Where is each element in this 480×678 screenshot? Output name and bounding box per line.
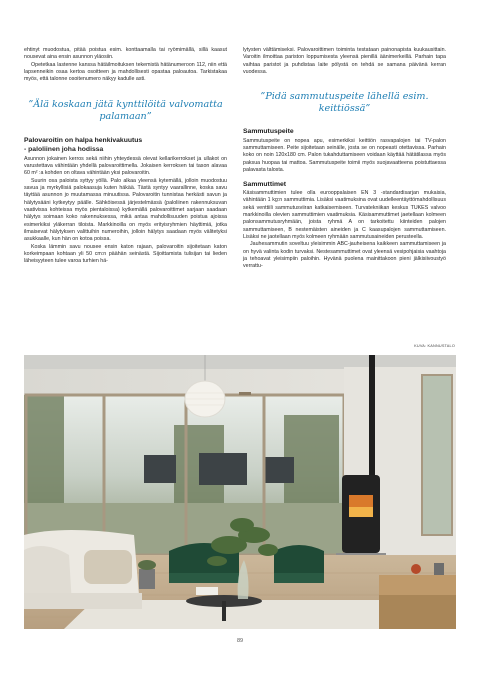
right-column xyxy=(243,47,446,271)
body-paragraph: lytysten välttämiseksi. Palovaroittimen toiminta testataan painonapista kuukausittain. Varoitin ilmoittaa pariston loppumisesta yleensä pienillä äänimerkeillä. Parhain tapa vaihtaa paristot ja puhdistaa laite pölystä on tehdä se samana päivänä kerran vuodessa. xyxy=(243,47,446,76)
pull-quote: ”Pidä sammutuspeite lähellä esim. keittiössä” xyxy=(260,91,429,115)
pull-quote: ”Älä koskaan jätä kynttilöitä valvomatta palamaan” xyxy=(28,98,223,122)
section-heading: Palovaroitin on halpa henkivakuutus xyxy=(24,136,143,144)
body-paragraph: Koska lämmin savu nousee ensin katon rajaan, palovaroitin sijoitetaan katon korkeimpaan kohtaan yli 50 cm:n päähän seinästä. Sijoittamista tulisijan tai lieden läheisyyteen tulee varoa turhien hä- xyxy=(24,243,227,265)
page-number: 89 xyxy=(236,638,244,644)
body-paragraph: ehtinyt muodostua, pitää poistua esim. konttaamalla tai ryömimällä, sillä kaasut nousevat aina ensin asunnon yläosiin. xyxy=(24,47,227,61)
section-heading: Sammuttimet xyxy=(243,180,287,188)
body-paragraph: Jauhesammutin soveltuu yleisimmin ABC-jauheisena kaikkeen sammuttamiseen ja on hyvä valinta kodin turvaksi. Nestesammuttimet ovat yleensä vesipohjaisia vaahtoja ja tehoavat yleisimpiin paloihin. Hyvänä puolena mainittakoon pieni jälkisiivoustyö verrattu- xyxy=(243,241,446,270)
body-paragraph: Sammutuspeite on nopea apu, esimerkiksi keittiön rasvapalojen tai TV-palon sammuttamiseen. Peite sijoitetaan seinälle, josta se on nopeasti otettavissa. Parhain koko on noin 120x180 cm. Palon tukahduttamiseen voidaan käyttää hätätilassa myös paksua huopaa tai mattoa. Sammutuspeite toimii myös suojavaatteena poistuttaessa palavasta talosta. xyxy=(243,137,446,174)
section-heading: Sammutuspeite xyxy=(243,128,294,136)
interior-photo xyxy=(24,355,456,629)
photo-credit: KUVA: KANNUSTALO xyxy=(414,344,455,348)
body-paragraph: Asunnon jokainen kerros sekä niihin yhteydessä olevat kellarikerrokset ja ullakot on varustettava vähintään yhdellä palovaroittimella. Jokaisen kerroksen tai tason alavaa 60 m² :a kohden on oltava vähintään yksi palovaroitin. xyxy=(24,155,227,177)
body-paragraph: Käsisammuttimien tulee olla eurooppalaisen EN 3 -standardisarjan mukaisia, vähintään 1 kg:n sammuttimia. Lisäksi vaatimuksina ovat uudelleentäyttömahdollisuus sekä venttiili sammutusviiran katkaisemiseen. Turvatekniikan keskus TUKES valvoo markkinoilla olevien sammuttimien vaatimuksia. Käsisammuttimet jaetellaan kolmeen palonsammutusryhmään, joista ryhmä A on tarkoitettu kiinteiden palojen sammuttamiseen, B nestemäisten aineiden ja C kaasupalojen sammuttamiseen. Lisäksi ne jaotellaan myös kolmeen ryhmään sammutusaineiden perusteella. xyxy=(243,189,446,240)
body-paragraph: Opetetkaa lastenne kanssa hätäilmoituksen tekemistä hätänumeroon 112, niin että lapsenneikin osaa kertoa osoitteen ja mahdollisesti opastaa paloautoa. Tarkistakaa myös, että talonne osoitenumero näkyy kadulle asti. xyxy=(24,61,227,83)
left-column xyxy=(24,47,227,266)
body-paragraph: Suurin osa paloista syttyy yöllä. Palo alkaa yleensä kytemällä, jolloin muodostuu savua ja myrkyllisiä palokaasuja kuten häkää. Tästä syntyy vaarallinne, koska savu täyttää asunnon jo muutamassa minuutissa. Palovaroitin tunnistaa herkästi savun ja hälytysääni kytkeytyy päälle. Sähköisessä järjestelmässä (paloliinen rakennuksuvan vaativissa kohteissa myös pientaloissa) kytkemällä palovaroittimet sarjaan saadaan hälytys soimaan koko rakennuksessa, mikä antaa mahdollisuuden poistua ajoissa esimerkiksi yläkerran tiloista. Markkinoilla on myös erityisryhmien häyttimiä, jotka ilmaisevat hälytyksen valittuihin numeroihin, jolloin hälytys saadaan myös välitetyksi asukkaalle, kun hän on kotoa poissa. xyxy=(24,177,227,243)
section-subheading: - paloliinen joha hodissa xyxy=(24,146,104,154)
